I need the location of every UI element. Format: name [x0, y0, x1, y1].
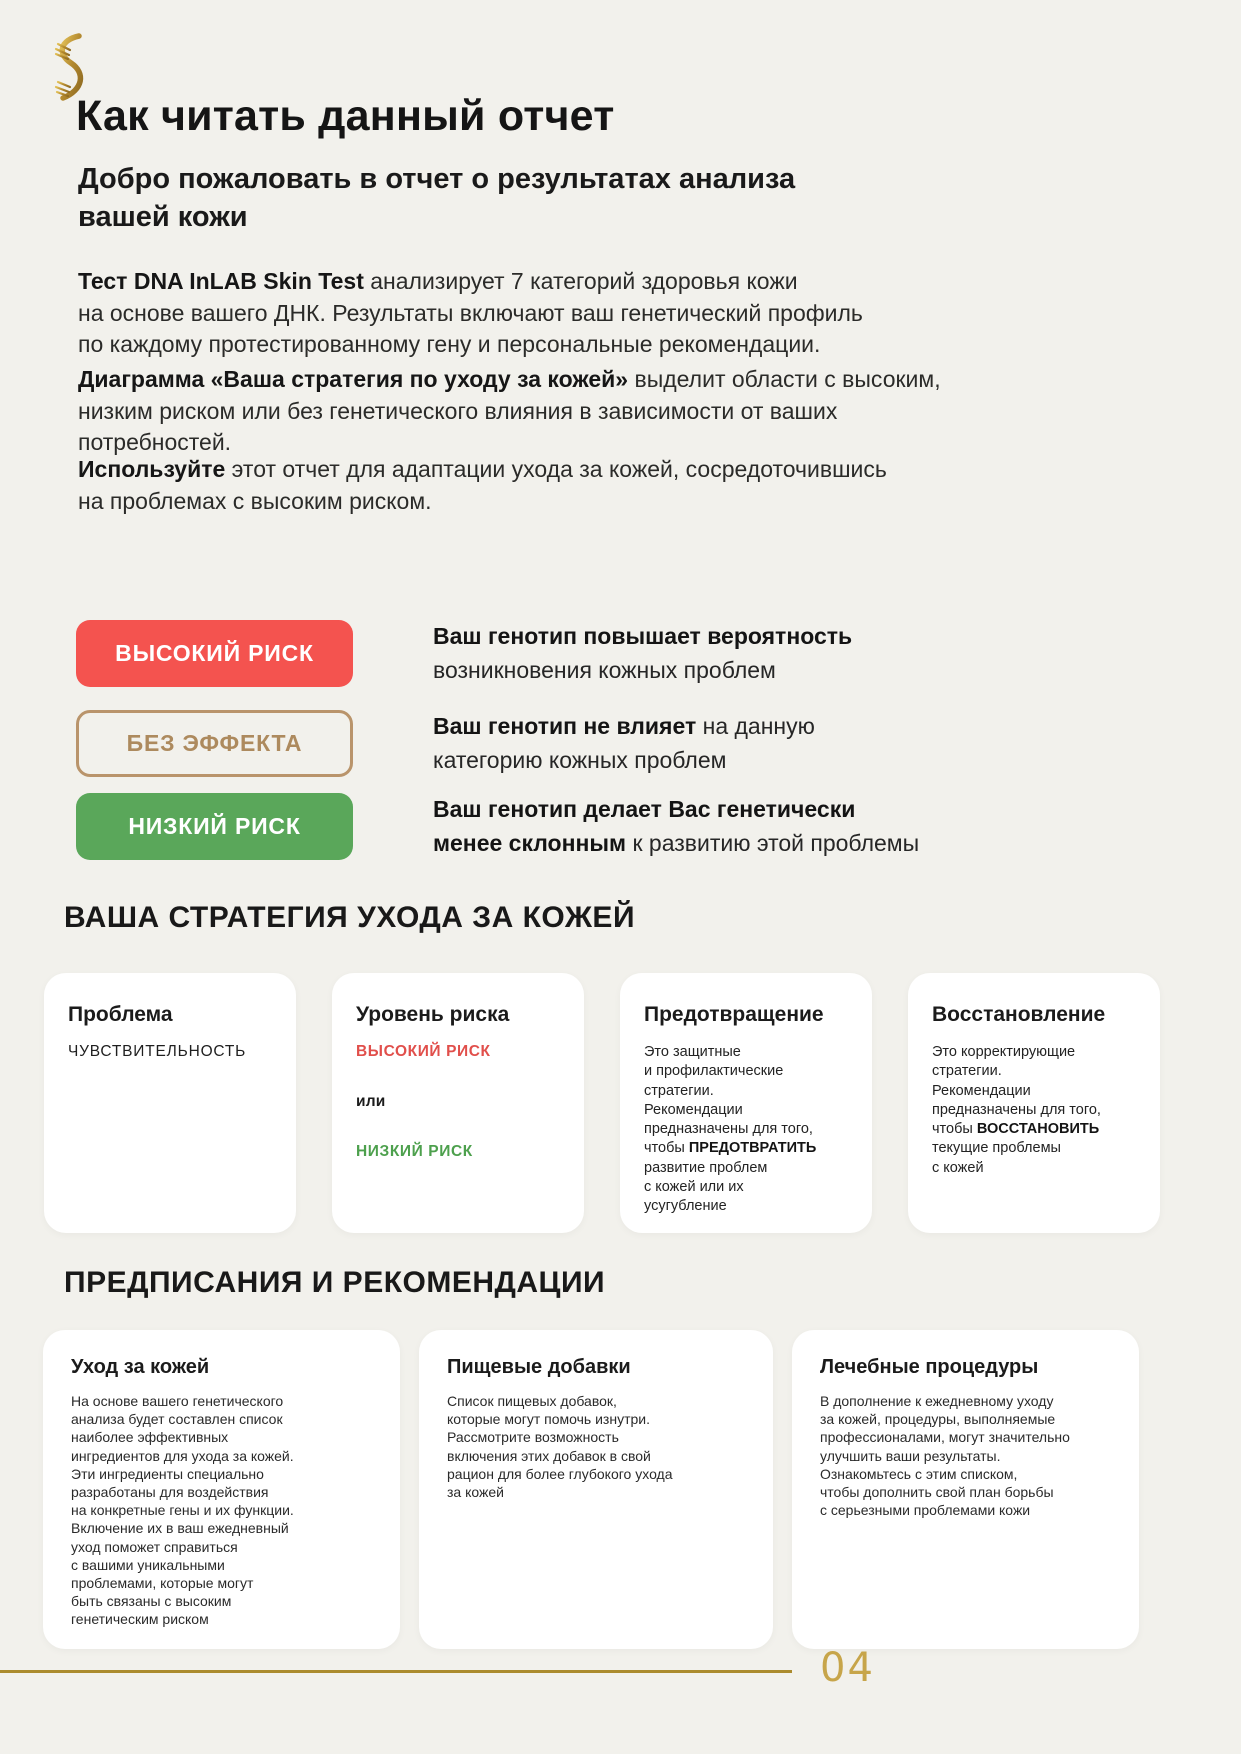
strategy-card-prevention-body: Это защитные и профилактические стратегии. Рекомендации предназначены для того, чтобы ПРЕДОТВРАТИТЬ развитие проблем с кожей или их усугубление: [644, 1044, 817, 1215]
intro-paragraph-diagram: [78, 364, 1078, 459]
strategy-cards-row: [44, 973, 1160, 1233]
prescriptions-section-heading: ПРЕДПИСАНИЯ И РЕКОМЕНДАЦИИ: [64, 1266, 606, 1299]
strategy-section-heading: ВАША СТРАТЕГИЯ УХОДА ЗА КОЖЕЙ: [64, 901, 636, 934]
prescription-card-skincare: [43, 1330, 400, 1649]
strategy-card-problem: [44, 973, 296, 1233]
strategy-card-restoration: [908, 973, 1160, 1233]
legend-row-low-risk: [76, 793, 993, 860]
strategy-card-risk-title: Уровень риска: [356, 1003, 510, 1026]
strategy-card-risk-level: [332, 973, 584, 1233]
intro-paragraph-test-lead: Тест DNA InLAB Skin Test: [78, 268, 364, 294]
prescription-card-treatments-body: В дополнение к ежедневному уходу за кожей, процедуры, выполняемые профессионалами, могут значительно улучшить ваши результаты. Ознакомьтесь с этим списком, чтобы дополнить свой план борьбы с серьезными проблемами кожи: [820, 1393, 1070, 1519]
risk-level-low-label: НИЗКИЙ РИСК: [356, 1143, 473, 1160]
legend-row-high-risk: [76, 620, 993, 687]
risk-level-high-label: ВЫСОКИЙ РИСК: [356, 1043, 491, 1060]
intro-paragraph-diagram-rest: выделит области с высоким, низким риском или без генетического влияния в зависимости от ваших потребностей.: [78, 366, 941, 456]
strategy-card-restoration-title: Восстановление: [932, 1003, 1106, 1026]
strategy-card-prevention: [620, 973, 872, 1233]
strategy-card-prevention-title: Предотвращение: [644, 1003, 824, 1026]
prescription-card-treatments: [792, 1330, 1139, 1649]
prescription-card-supplements-title: Пищевые добавки: [447, 1356, 631, 1378]
intro-paragraph-diagram-lead: Диаграмма «Ваша стратегия по уходу за кожей»: [78, 366, 629, 392]
intro-paragraph-use-rest: этот отчет для адаптации ухода за кожей, сосредоточившись на проблемах с высоким риском.: [78, 456, 887, 514]
prescription-card-skincare-title: Уход за кожей: [71, 1356, 210, 1378]
low-risk-description: Ваш генотип делает Вас генетически менее склонным к развитию этой проблемы: [433, 796, 920, 856]
risk-level-or-label: или: [356, 1093, 386, 1110]
prescription-card-supplements-body: Список пищевых добавок, которые могут помочь изнутри. Рассмотрите возможность включения этих добавок в свой рацион для более глубокого ухода за кожей: [447, 1393, 673, 1500]
prescriptions-cards-row: [43, 1330, 1139, 1649]
strategy-card-problem-title: Проблема: [68, 1003, 173, 1026]
no-effect-description: Ваш генотип не влияет на данную категорию кожных проблем: [433, 713, 815, 773]
page-number: 04: [820, 1645, 875, 1691]
prescription-card-treatments-title: Лечебные процедуры: [820, 1356, 1039, 1378]
page-title: Как читать данный отчет: [76, 92, 615, 140]
strategy-card-problem-value: ЧУВСТВИТЕЛЬНОСТЬ: [68, 1043, 247, 1060]
prescription-card-supplements: [419, 1330, 773, 1649]
legend-row-no-effect: [76, 710, 993, 777]
intro-paragraph-test-rest: анализирует 7 категорий здоровья кожи на основе вашего ДНК. Результаты включают ваш генетический профиль по каждому протестированному гену и персональные рекомендации.: [78, 268, 863, 358]
intro-paragraph-use-lead: Используйте: [78, 456, 226, 482]
intro-paragraph-test: [78, 266, 1078, 361]
low-risk-badge: НИЗКИЙ РИСК: [76, 793, 353, 860]
prescription-card-skincare-body: На основе вашего генетического анализа будет составлен список наиболее эффективных ингредиентов для ухода за кожей. Эти ингредиенты специально разработаны для воздействия на конкретные гены и их функции. Включение их в ваш ежедневный уход поможет справиться с вашими уникальными проблемами, которые могут быть связаны с высоким генетическим риском: [71, 1393, 294, 1628]
no-effect-badge: БЕЗ ЭФФЕКТА: [76, 710, 353, 777]
page-subtitle: Добро пожаловать в отчет о результатах анализа вашей кожи: [78, 163, 796, 234]
high-risk-description: Ваш генотип повышает вероятность возникновения кожных проблем: [433, 623, 853, 683]
intro-paragraph-use: [78, 454, 1078, 517]
footer-gold-rule: [0, 1670, 792, 1673]
high-risk-badge: ВЫСОКИЙ РИСК: [76, 620, 353, 687]
strategy-card-restoration-body: Это корректирующие стратегии. Рекомендации предназначены для того, чтобы ВОССТАНОВИТЬ текущие проблемы с кожей: [932, 1044, 1101, 1176]
